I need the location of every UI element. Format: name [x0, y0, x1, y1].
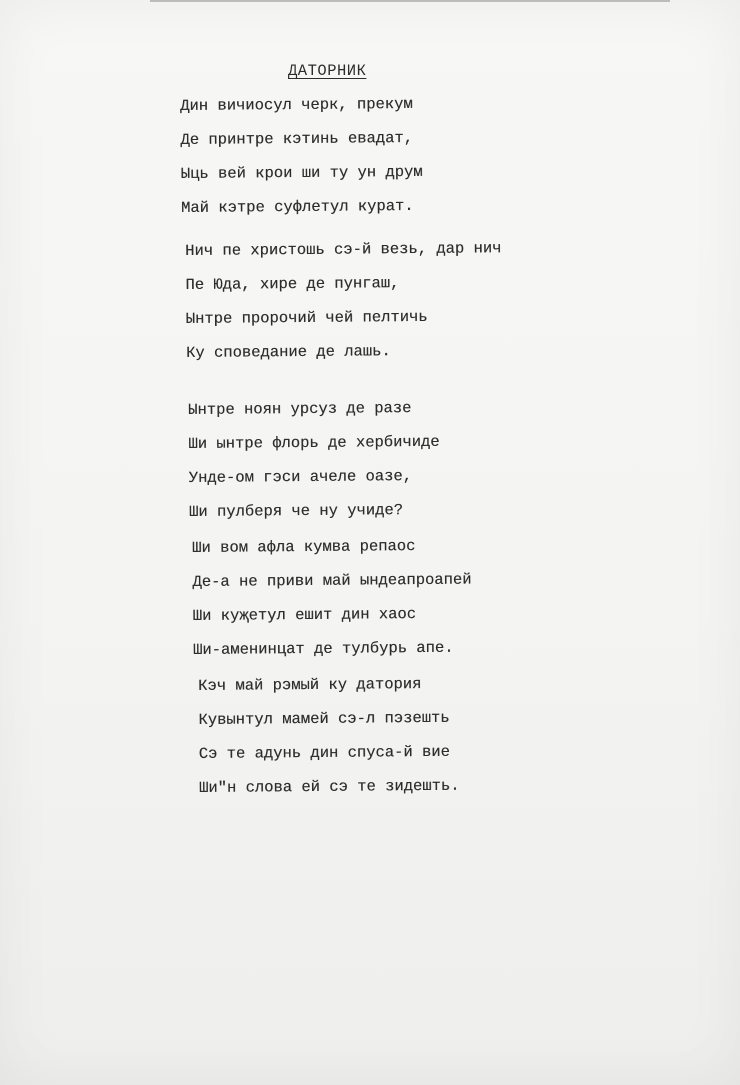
stanza-1-line-1: Дин вичиосул черк, прекум	[180, 94, 413, 115]
stanza-4-line-2: Де-а не приви май ындеапроапей	[192, 570, 472, 591]
stanza-5-line-2: Кувынтул мамей сэ-л пэзешть	[198, 708, 450, 729]
stanza-1-line-4: Май кэтре суфлетул курат.	[180, 196, 414, 217]
stanza-4-line-3: Ши куҗетул ешит дин хаос	[192, 605, 417, 625]
stanza-4-line-1: Ши вом афла кумва репаос	[192, 537, 416, 557]
stanza-1-line-2: Де принтре кэтинь евадат,	[180, 128, 414, 149]
stanza-3-line-4: Ши пулберя че ну учиде?	[188, 501, 404, 521]
poem-title: ДАТОРНИК	[288, 62, 367, 80]
stanza-5-line-3: Сэ те адунь дин спуса-й вие	[198, 742, 450, 763]
stanza-5-line-1: Кэч май рэмый ку датория	[198, 675, 422, 695]
stanza-1-line-3: Ыць вей крои ши ту ун друм	[180, 162, 423, 183]
stanza-2-line-4: Ку споведание де лашь.	[185, 342, 391, 362]
stanza-1	[180, 87, 423, 225]
stanza-2-line-3: Ынтре пророчий чей пелтичь	[185, 307, 428, 328]
stanza-2-line-1: Нич пе христошь сэ-й везь, дар нич	[185, 239, 502, 260]
page-top-edge	[150, 0, 670, 2]
stanza-3-line-2: Ши ынтре флорь де хербичиде	[188, 432, 440, 453]
stanza-3	[188, 391, 440, 529]
stanza-2-line-2: Пе Юда, хире де пунгаш,	[185, 274, 400, 294]
stanza-3-line-3: Унде-ом гэси ачеле оазе,	[188, 467, 413, 487]
stanza-3-line-1: Ынтре ноян урсуз де разе	[188, 399, 412, 419]
stanza-5-line-4: Ши"н слова ей сэ те зидешть.	[198, 776, 460, 797]
stanza-4	[192, 529, 472, 667]
stanza-4-line-4: Ши-аменинцат де тулбурь апе.	[192, 638, 454, 659]
stanza-2	[185, 231, 502, 370]
stanza-5	[198, 667, 460, 805]
